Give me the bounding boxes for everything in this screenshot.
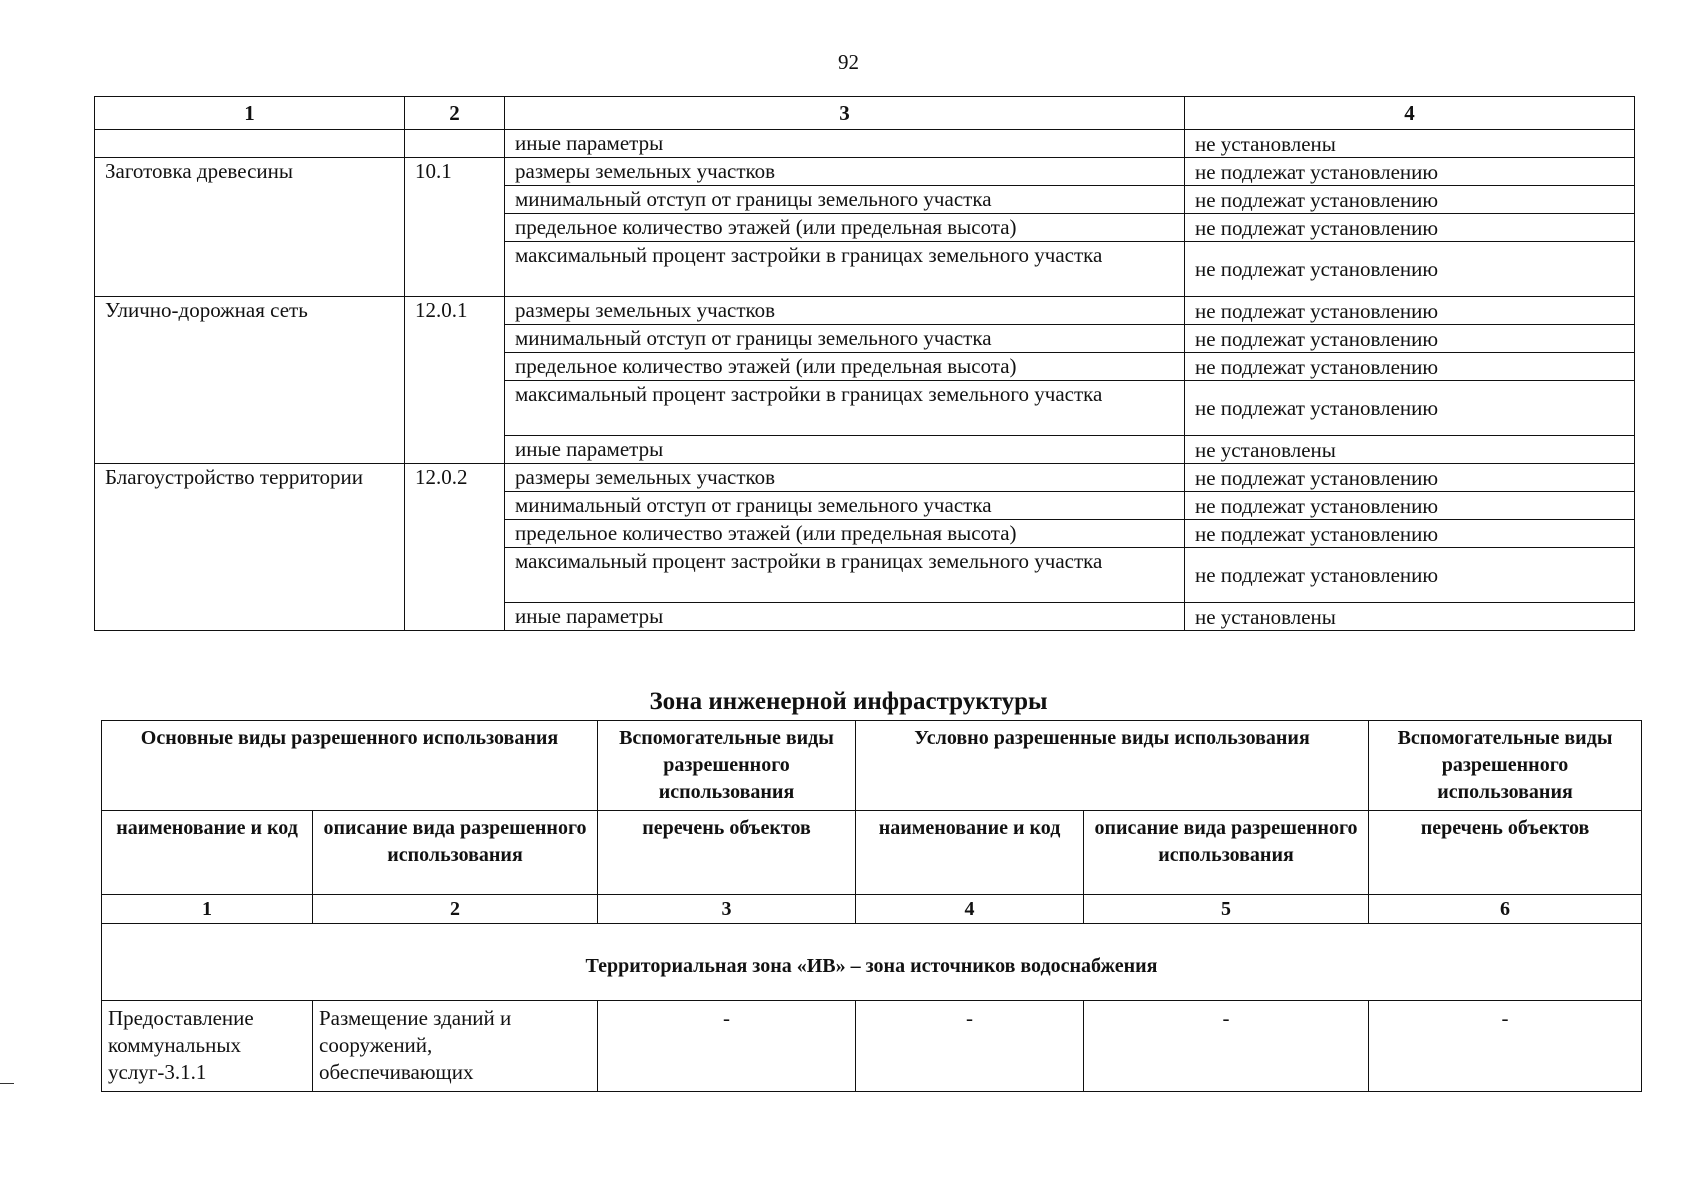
page-number: 92 <box>838 50 859 74</box>
parameter-value: не подлежат установлению <box>1185 158 1635 186</box>
territorial-zone-title: Территориальная зона «ИВ» – зона источников водоснабжения <box>102 924 1642 1001</box>
use-description: Размещение зданий и сооружений, обеспечивающих <box>313 1001 598 1092</box>
parameter-name: минимальный отступ от границы земельного участка <box>505 492 1185 520</box>
parameter-value: не подлежат установлению <box>1185 381 1635 436</box>
objects-list-header-2: перечень объектов <box>1369 811 1642 895</box>
sub-header-row <box>102 811 1642 895</box>
cell-dash: - <box>1369 1001 1642 1092</box>
aux-uses-header: Вспомогательные виды разрешенного использования <box>598 721 856 811</box>
parameter-value: не установлены <box>1185 603 1635 631</box>
table-row <box>95 464 1635 492</box>
column-number: 3 <box>505 97 1185 130</box>
use-type-name: Улично-дорожная сеть <box>95 297 405 464</box>
parameter-name: минимальный отступ от границы земельного участка <box>505 186 1185 214</box>
column-number: 1 <box>102 895 313 924</box>
column-number-row <box>95 97 1635 130</box>
name-code-header: наименование и код <box>102 811 313 895</box>
parameter-value: не подлежат установлению <box>1185 548 1635 603</box>
table-row <box>95 158 1635 186</box>
parameter-name: размеры земельных участков <box>505 297 1185 325</box>
column-number: 4 <box>1185 97 1635 130</box>
empty-cell <box>95 130 405 158</box>
margin-mark <box>0 1083 14 1084</box>
territorial-zone-row <box>102 924 1642 1001</box>
column-number: 1 <box>95 97 405 130</box>
parameter-name: предельное количество этажей (или предельная высота) <box>505 214 1185 242</box>
column-number: 4 <box>856 895 1084 924</box>
parameter-name: предельное количество этажей (или предельная высота) <box>505 353 1185 381</box>
name-code-header-2: наименование и код <box>856 811 1084 895</box>
zone-title: Зона инженерной инфраструктуры <box>649 688 1048 715</box>
use-type-name: Благоустройство территории <box>95 464 405 631</box>
parameter-value: не установлены <box>1185 130 1635 158</box>
aux-uses-header-2: Вспомогательные виды разрешенного использования <box>1369 721 1642 811</box>
column-number: 3 <box>598 895 856 924</box>
parameter-value: не подлежат установлению <box>1185 242 1635 297</box>
description-header-2: описание вида разрешенного использования <box>1084 811 1369 895</box>
cell-dash: - <box>1084 1001 1369 1092</box>
table-row <box>102 1001 1642 1092</box>
parameter-name: иные параметры <box>505 130 1185 158</box>
cell-dash: - <box>598 1001 856 1092</box>
parameter-name: максимальный процент застройки в границах земельного участка <box>505 548 1185 603</box>
empty-cell <box>405 130 505 158</box>
column-number: 2 <box>405 97 505 130</box>
parameter-value: не подлежат установлению <box>1185 353 1635 381</box>
parameter-name: иные параметры <box>505 603 1185 631</box>
parameter-name: предельное количество этажей (или предельная высота) <box>505 520 1185 548</box>
use-type-code: 12.0.1 <box>405 297 505 464</box>
zone-usage-table <box>101 720 1642 1092</box>
parameter-name: размеры земельных участков <box>505 158 1185 186</box>
column-number-row <box>102 895 1642 924</box>
cell-dash: - <box>856 1001 1084 1092</box>
parameter-value: не подлежат установлению <box>1185 464 1635 492</box>
parameter-name: минимальный отступ от границы земельного участка <box>505 325 1185 353</box>
main-uses-header: Основные виды разрешенного использования <box>102 721 598 811</box>
column-number: 2 <box>313 895 598 924</box>
parameters-table <box>94 96 1635 631</box>
description-header: описание вида разрешенного использования <box>313 811 598 895</box>
conditional-uses-header: Условно разрешенные виды использования <box>856 721 1369 811</box>
parameter-value: не подлежат установлению <box>1185 186 1635 214</box>
parameter-value: не установлены <box>1185 436 1635 464</box>
parameter-name: максимальный процент застройки в границах земельного участка <box>505 242 1185 297</box>
parameter-value: не подлежат установлению <box>1185 297 1635 325</box>
parameter-value: не подлежат установлению <box>1185 325 1635 353</box>
table-row <box>95 130 1635 158</box>
use-type-code: 12.0.2 <box>405 464 505 631</box>
use-type-name: Заготовка древесины <box>95 158 405 297</box>
parameter-value: не подлежат установлению <box>1185 520 1635 548</box>
parameter-value: не подлежат установлению <box>1185 492 1635 520</box>
use-type-code: 10.1 <box>405 158 505 297</box>
use-name-code: Предоставление коммунальных услуг-3.1.1 <box>102 1001 313 1092</box>
parameter-name: иные параметры <box>505 436 1185 464</box>
column-number: 6 <box>1369 895 1642 924</box>
parameter-name: максимальный процент застройки в границах земельного участка <box>505 381 1185 436</box>
objects-list-header: перечень объектов <box>598 811 856 895</box>
parameter-value: не подлежат установлению <box>1185 214 1635 242</box>
parameter-name: размеры земельных участков <box>505 464 1185 492</box>
group-header-row <box>102 721 1642 811</box>
table-row <box>95 297 1635 325</box>
column-number: 5 <box>1084 895 1369 924</box>
